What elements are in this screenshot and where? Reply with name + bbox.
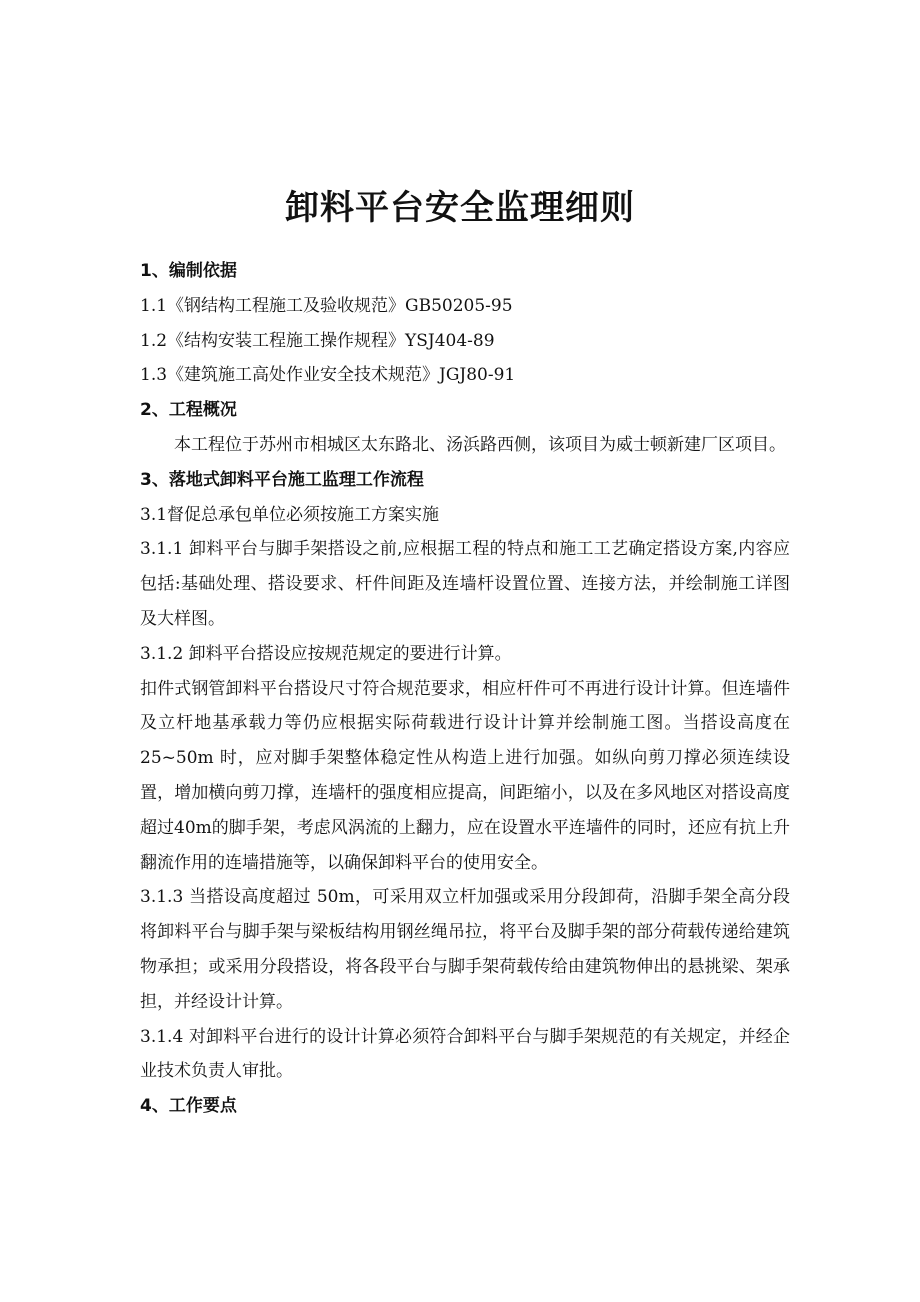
document-body — [140, 254, 790, 1124]
section-heading-workflow: 3、落地式卸料平台施工监理工作流程 — [140, 469, 424, 490]
section-heading-key-points: 4、工作要点 — [140, 1096, 237, 1117]
overview-paragraph: 本工程位于苏州市相城区太东路北、汤浜路西侧，该项目为威士顿新建厂区项目。 — [174, 434, 786, 455]
reference-item: 1.1《钢结构工程施工及验收规范》GB50205-95 — [140, 295, 513, 316]
reference-item: 1.3《建筑施工高处作业安全技术规范》JGJ80-91 — [140, 365, 516, 386]
clause-paragraph: 3.1.4 对卸料平台进行的设计计算必须符合卸料平台与脚手架规范的有关规定，并经企业技术负责人审批。 — [140, 1026, 790, 1082]
clause-paragraph: 3.1.1 卸料平台与脚手架搭设之前,应根据工程的特点和施工工艺确定搭设方案,内容应包括:基础处理、搭设要求、杆件间距及连墙杆设置位置、连接方法，并绘制施工详图及大样图。 — [140, 539, 790, 629]
document-title: 卸料平台安全监理细则 — [285, 188, 635, 228]
section-heading-basis: 1、编制依据 — [140, 261, 237, 281]
body-paragraph: 扣件式钢管卸料平台搭设尺寸符合规范要求，相应杆件可不再进行设计计算。但连墙件及立杆地基承载力等仍应根据实际荷载进行设计计算并绘制施工图。当搭设高度在 25~50m 时，应对脚手架整体稳定性从构造上进行加强。如纵向剪刀撑必须连续设置，增加横向剪刀撑，连墙杆的强度相应提高，间距缩小，以及在多风地区对搭设高度超过40m的脚手架，考虑风涡流的上翻力，应在设置水平连墙件的同时，还应有抗上升翻流作用的连墙措施等，以确保卸料平台的使用安全。 — [140, 678, 790, 873]
section-heading-overview: 2、工程概况 — [140, 400, 237, 421]
clause-paragraph: 3.1.3 当搭设高度超过 50m，可采用双立杆加强或采用分段卸荷，沿脚手架全高分段将卸料平台与脚手架与梁板结构用钢丝绳吊拉，将平台及脚手架的部分荷载传递给建筑物承担；或采用分段搭设，将各段平台与脚手架荷载传给由建筑物伸出的悬挑梁、架承担，并经设计计算。 — [140, 887, 790, 1012]
clause-paragraph: 3.1督促总承包单位必须按施工方案实施 — [140, 504, 440, 525]
reference-item: 1.2《结构安装工程施工操作规程》YSJ404-89 — [140, 330, 495, 351]
clause-paragraph: 3.1.2 卸料平台搭设应按规范规定的要进行计算。 — [140, 643, 512, 664]
